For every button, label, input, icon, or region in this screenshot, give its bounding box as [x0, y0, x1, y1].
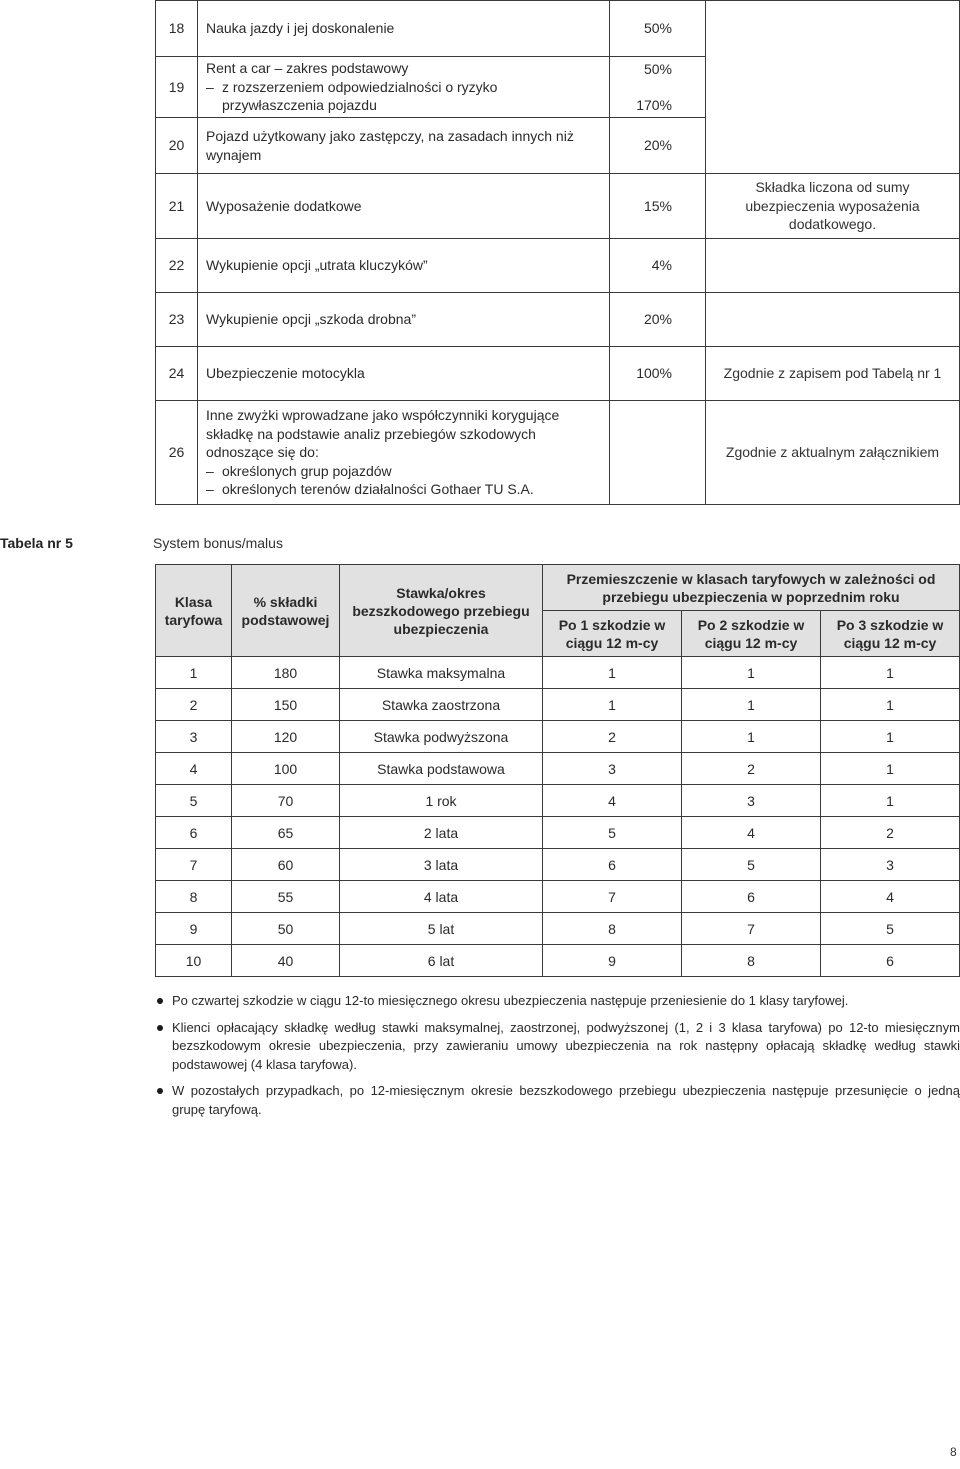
header-klasa: Klasa taryfowa	[156, 565, 232, 657]
cell: 9	[156, 913, 232, 945]
row-number: 22	[156, 239, 198, 293]
table-row	[156, 689, 960, 721]
cell: 180	[232, 657, 340, 689]
notes-list	[172, 992, 960, 1127]
row-note-empty	[706, 118, 960, 174]
cell: 9	[543, 945, 682, 977]
cell: 6	[821, 945, 960, 977]
cell: 65	[232, 817, 340, 849]
header-skladka: % składki podstawowej	[232, 565, 340, 657]
cell: 100	[232, 753, 340, 785]
table-row	[156, 785, 960, 817]
list-item: W pozostałych przypadkach, po 12-miesięcznym okresie bezszkodowego przebiegu ubezpieczenia następuje przesunięcie o jedną grupę taryfową.	[172, 1082, 960, 1119]
cell: 6	[682, 881, 821, 913]
table-row	[156, 174, 960, 239]
list-item: Po czwartej szkodzie w ciągu 12-to miesięcznego okresu ubezpieczenia następuje przeniesienie do 1 klasy taryfowej.	[172, 992, 960, 1011]
cell: 40	[232, 945, 340, 977]
cell: 2	[543, 721, 682, 753]
row-note-empty	[706, 57, 960, 118]
cell: 50	[232, 913, 340, 945]
row-description: Pojazd użytkowany jako zastępczy, na zasadach innych niż wynajem	[198, 118, 610, 174]
row-percent: 20%	[610, 118, 706, 174]
cell: 150	[232, 689, 340, 721]
cell: 6	[543, 849, 682, 881]
table-row	[156, 118, 960, 174]
cell: 1	[682, 689, 821, 721]
row-percent: 50% 170%	[610, 57, 706, 118]
page-number: 8	[950, 1445, 957, 1459]
cell: 1	[543, 657, 682, 689]
cell: 3	[821, 849, 960, 881]
table-row	[156, 1, 960, 57]
cell: 6	[156, 817, 232, 849]
cell: 1	[821, 785, 960, 817]
row-description: Inne zwyżki wprowadzane jako współczynniki korygujące składkę na podstawie analiz przebiegów szkodowych odnoszące się do: – określonych grup pojazdów – określonych terenów działalności Gothaer TU S.A.	[198, 401, 610, 505]
surcharge-table	[155, 0, 960, 505]
cell: 1	[543, 689, 682, 721]
cell: 3	[543, 753, 682, 785]
cell: 1	[821, 753, 960, 785]
cell: Stawka podstawowa	[340, 753, 543, 785]
row-description: Nauka jazdy i jej doskonalenie	[198, 1, 610, 57]
row-description: Wykupienie opcji „utrata kluczyków”	[198, 239, 610, 293]
cell: 70	[232, 785, 340, 817]
cell: 1	[821, 721, 960, 753]
table-row	[156, 347, 960, 401]
table-row	[156, 401, 960, 505]
table-row	[156, 849, 960, 881]
table-row	[156, 881, 960, 913]
cell: 5 lat	[340, 913, 543, 945]
cell: 120	[232, 721, 340, 753]
row-number: 24	[156, 347, 198, 401]
cell: 1	[682, 657, 821, 689]
cell: 7	[156, 849, 232, 881]
row-percent: 4%	[610, 239, 706, 293]
cell: 8	[682, 945, 821, 977]
row-note-empty	[706, 1, 960, 57]
cell: 2	[156, 689, 232, 721]
cell: 3	[682, 785, 821, 817]
cell: 10	[156, 945, 232, 977]
table-row	[156, 239, 960, 293]
cell: 1 rok	[340, 785, 543, 817]
cell: 2 lata	[340, 817, 543, 849]
row-number: 26	[156, 401, 198, 505]
cell: 5	[682, 849, 821, 881]
list-item: Klienci opłacający składkę według stawki maksymalnej, zaostrzonej, podwyższonej (1, 2 i 3 klasa taryfowa) po 12-to miesięcznym bezszkodowym okresie ubezpieczenia, przy zawieraniu umowy ubezpieczenia na rok następny opłacają składkę według stawki podstawowej (4 klasa taryfowa).	[172, 1019, 960, 1075]
row-percent: 100%	[610, 347, 706, 401]
cell: 5	[156, 785, 232, 817]
row-description: Wyposażenie dodatkowe	[198, 174, 610, 239]
row-number: 20	[156, 118, 198, 174]
cell: 7	[543, 881, 682, 913]
cell: 5	[543, 817, 682, 849]
table-row	[156, 945, 960, 977]
table-label: Tabela nr 5	[0, 535, 73, 551]
bullet-dot-icon	[157, 1025, 163, 1031]
cell: 3	[156, 721, 232, 753]
row-number: 18	[156, 1, 198, 57]
row-note-empty	[706, 293, 960, 347]
row-number: 19	[156, 57, 198, 118]
header-stawka: Stawka/okres bezszkodowego przebiegu ubezpieczenia	[340, 565, 543, 657]
row-description: Ubezpieczenie motocykla	[198, 347, 610, 401]
cell: 2	[821, 817, 960, 849]
cell: 60	[232, 849, 340, 881]
cell: 55	[232, 881, 340, 913]
cell: 1	[156, 657, 232, 689]
row-percent-empty	[610, 401, 706, 505]
cell: 4	[543, 785, 682, 817]
table-row	[156, 293, 960, 347]
bullet-dot-icon	[157, 1088, 163, 1094]
cell: 4	[682, 817, 821, 849]
header-po1: Po 1 szkodzie w ciągu 12 m-cy	[543, 611, 682, 657]
header-po2: Po 2 szkodzie w ciągu 12 m-cy	[682, 611, 821, 657]
row-percent: 15%	[610, 174, 706, 239]
table-row	[156, 721, 960, 753]
row-description: Rent a car – zakres podstawowy – z rozszerzeniem odpowiedzialności o ryzyko przywłaszczenia pojazdu	[198, 57, 610, 118]
cell: 4 lata	[340, 881, 543, 913]
cell: 8	[156, 881, 232, 913]
bonus-malus-table	[155, 564, 960, 977]
row-description: Wykupienie opcji „szkoda drobna”	[198, 293, 610, 347]
bullet-dot-icon	[157, 998, 163, 1004]
cell: 1	[821, 657, 960, 689]
cell: 1	[821, 689, 960, 721]
row-percent: 50%	[610, 1, 706, 57]
row-note-empty	[706, 239, 960, 293]
cell: 8	[543, 913, 682, 945]
row-number: 23	[156, 293, 198, 347]
row-number: 21	[156, 174, 198, 239]
row-note: Składka liczona od sumy ubezpieczenia wyposażenia dodatkowego.	[706, 174, 960, 239]
table-row	[156, 753, 960, 785]
row-note: Zgodnie z aktualnym załącznikiem	[706, 401, 960, 505]
cell: 2	[682, 753, 821, 785]
table-row	[156, 57, 960, 118]
row-note: Zgodnie z zapisem pod Tabelą nr 1	[706, 347, 960, 401]
cell: 6 lat	[340, 945, 543, 977]
table-row	[156, 913, 960, 945]
table-row	[156, 817, 960, 849]
cell: Stawka zaostrzona	[340, 689, 543, 721]
cell: 4	[821, 881, 960, 913]
cell: 5	[821, 913, 960, 945]
cell: Stawka podwyższona	[340, 721, 543, 753]
header-group: Przemieszczenie w klasach taryfowych w zależności od przebiegu ubezpieczenia w poprzednim roku	[543, 565, 960, 611]
cell: Stawka maksymalna	[340, 657, 543, 689]
cell: 7	[682, 913, 821, 945]
header-po3: Po 3 szkodzie w ciągu 12 m-cy	[821, 611, 960, 657]
cell: 4	[156, 753, 232, 785]
cell: 1	[682, 721, 821, 753]
table-row	[156, 657, 960, 689]
table-title: System bonus/malus	[153, 535, 283, 551]
cell: 3 lata	[340, 849, 543, 881]
row-percent: 20%	[610, 293, 706, 347]
